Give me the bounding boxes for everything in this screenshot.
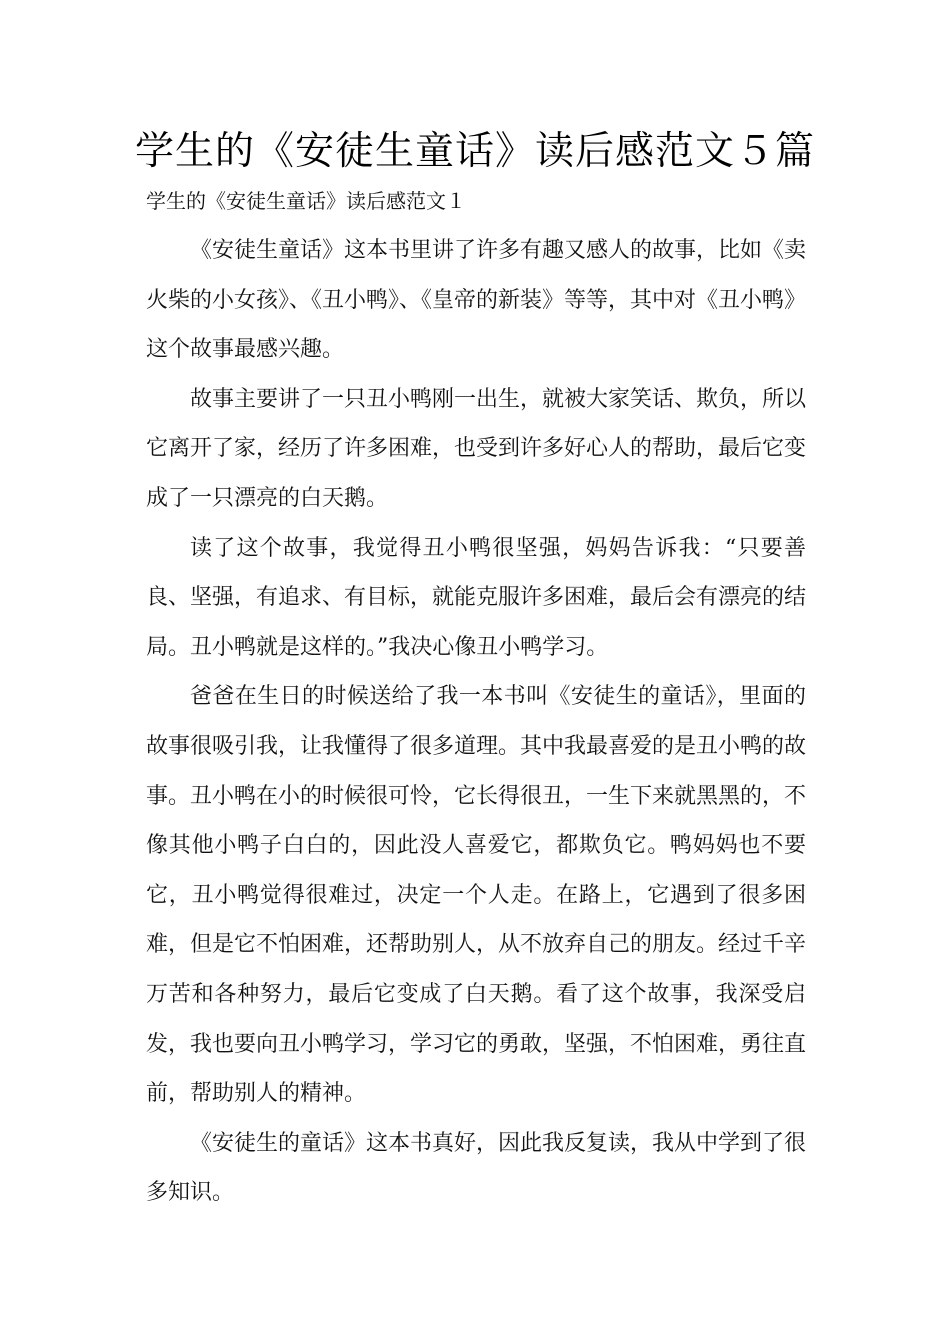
section-heading: 学生的《安徒生童话》读后感范文１ <box>146 189 466 213</box>
paragraph-1: 《安徒生童话》这本书里讲了许多有趣又感人的故事，比如《卖火柴的小女孩》、《丑小鸭》、《皇帝的新装》等等，其中对《丑小鸭》这个故事最感兴趣。 <box>146 238 807 363</box>
document-body <box>146 226 806 1218</box>
paragraph-4: 爸爸在生日的时候送给了我一本书叫《安徒生的童话》，里面的故事很吸引我，让我懂得了很多道理。其中我最喜爱的是丑小鸭的故事。丑小鸭在小的时候很可怜，它长得很丑，一生下来就黑黑的，不像其他小鸭子白白的，因此没人喜爱它，都欺负它。鸭妈妈也不要它，丑小鸭觉得很难过，决定一个人走。在路上，它遇到了很多困难，但是它不怕困难，还帮助别人，从不放弃自己的朋友。经过千辛万苦和各种努力，最后它变成了白天鹅。看了这个故事，我深受启发，我也要向丑小鸭学习，学习它的勇敢，坚强，不怕困难，勇往直前，帮助别人的精神。 <box>146 684 807 1107</box>
document-title: 学生的《安徒生童话》读后感范文５篇 <box>134 129 815 174</box>
paragraph-3: 读了这个故事，我觉得丑小鸭很坚强，妈妈告诉我：“只要善良、坚强，有追求、有目标，就能克服许多困难，最后会有漂亮的结局。丑小鸭就是这样的。”我决心像丑小鸭学习。 <box>146 535 807 660</box>
paragraph-2: 故事主要讲了一只丑小鸭刚一出生，就被大家笑话、欺负，所以它离开了家，经历了许多困难，也受到许多好心人的帮助，最后它变成了一只漂亮的白天鹅。 <box>146 386 807 511</box>
paragraph-5: 《安徒生的童话》这本书真好，因此我反复读，我从中学到了很多知识。 <box>146 1130 807 1206</box>
